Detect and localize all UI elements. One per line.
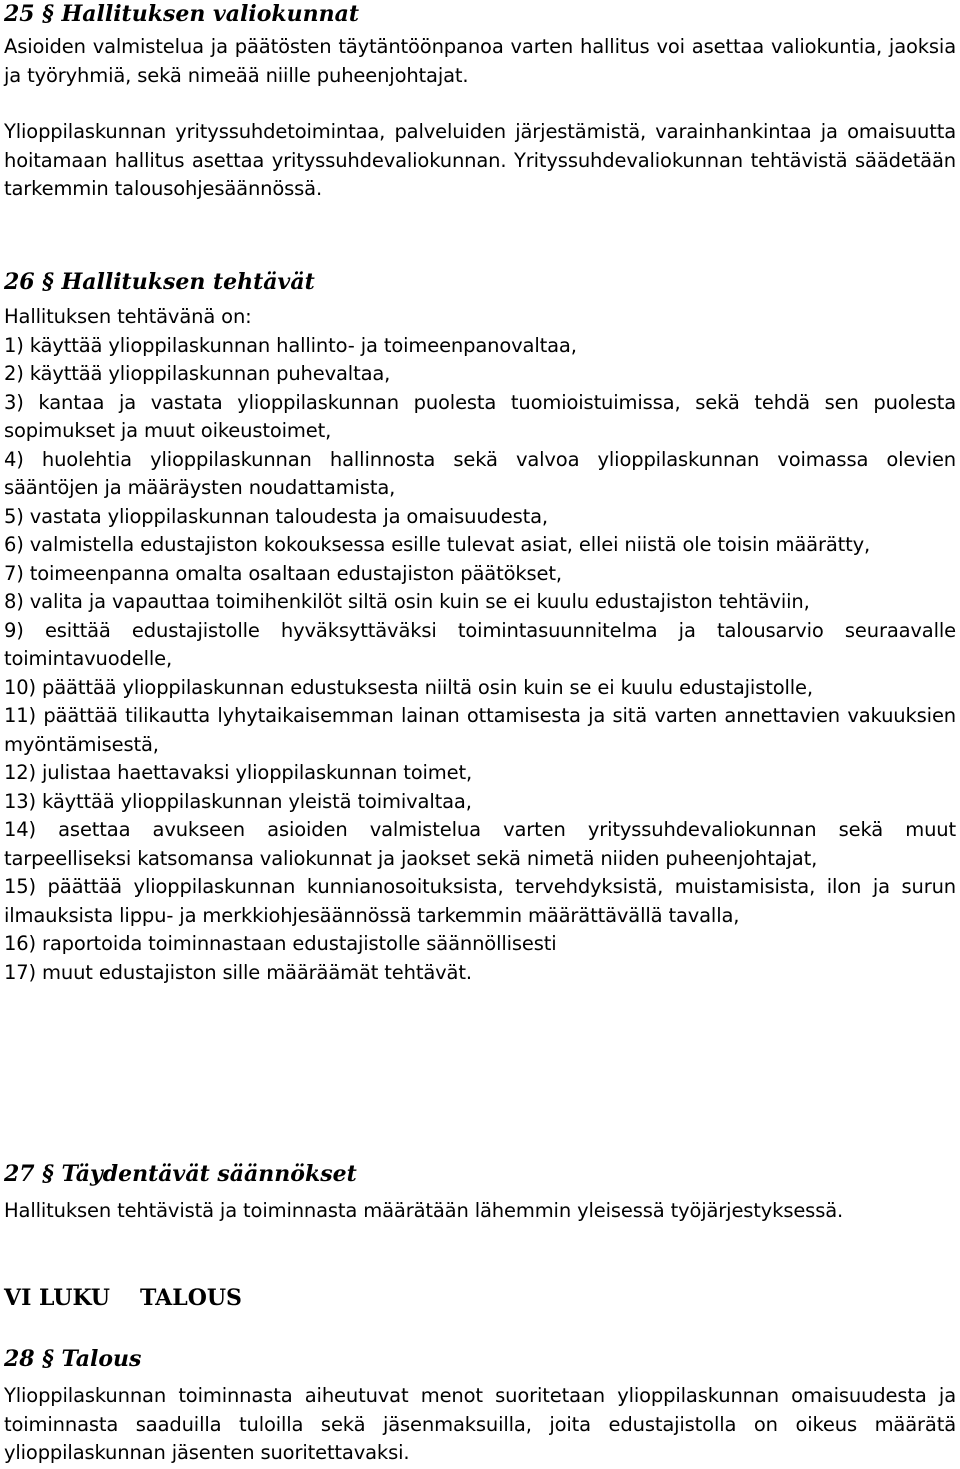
paragraph: Hallituksen tehtävistä ja toiminnasta määrätään lähemmin yleisessä työjärjestyksessä. bbox=[4, 1199, 844, 1222]
chapter-number: VI LUKU bbox=[4, 1285, 110, 1311]
section-heading: 28 § Talous bbox=[4, 1346, 142, 1372]
list-item: 12) julistaa haettavaksi ylioppilaskunnan toimet, bbox=[4, 761, 473, 784]
list-item: 14) asettaa avukseen asioiden valmistelua varten yrityssuhdevaliokunnan sekä muut tarpeelliseksi katsomansa valiokunnat ja jaokset sekä nimetä niiden puheenjohtajat, bbox=[4, 818, 956, 870]
list-item: 2) käyttää ylioppilaskunnan puhevaltaa, bbox=[4, 362, 391, 385]
list-item: 13) käyttää ylioppilaskunnan yleistä toimivaltaa, bbox=[4, 789, 472, 813]
list-intro: Hallituksen tehtävänä on: bbox=[4, 305, 252, 328]
section-heading: 25 § Hallituksen valiokunnat bbox=[4, 1, 360, 27]
section-heading: 27 § Täydentävät säännökset bbox=[4, 1161, 357, 1187]
section-27 bbox=[4, 1160, 956, 1226]
chapter-heading bbox=[4, 1284, 242, 1312]
list-item: 15) päättää ylioppilaskunnan kunnianosoituksista, tervehdyksistä, muistamisista, ilon ja surun ilmauksista lippu- ja merkkiohjesäännössä tarkemmin määrättävällä tavalla, bbox=[4, 875, 956, 927]
list-item: 1) käyttää ylioppilaskunnan hallinto- ja toimeenpanovaltaa, bbox=[4, 333, 577, 357]
paragraph: Ylioppilaskunnan yrityssuhdetoimintaa, palveluiden järjestämistä, varainhankintaa ja omaisuutta hoitamaan hallitus asettaa yrityssuhdevaliokunnan. Yrityssuhdevaliokunnan tehtävistä säädetään tarkemmin talousohjesäännössä. bbox=[4, 120, 956, 200]
list-item: 16) raportoida toiminnastaan edustajistolle säännöllisesti bbox=[4, 932, 557, 955]
task-list bbox=[4, 332, 956, 988]
list-item: 6) valmistella edustajiston kokouksessa esille tulevat asiat, ellei niistä ole toisin määrätty, bbox=[4, 533, 871, 556]
list-item: 11) päättää tilikautta lyhytaikaisemman lainan ottamisesta ja sitä varten annettavien vakuuksien myöntämisestä, bbox=[4, 704, 956, 756]
list-item: 4) huolehtia ylioppilaskunnan hallinnosta sekä valvoa ylioppilaskunnan voimassa olevien sääntöjen ja määräysten noudattamista, bbox=[4, 447, 956, 499]
list-item: 8) valita ja vapauttaa toimihenkilöt siltä osin kuin se ei kuulu edustajiston tehtäviin, bbox=[4, 590, 810, 613]
list-item: 17) muut edustajiston sille määräämät tehtävät. bbox=[4, 960, 472, 984]
section-28 bbox=[4, 1345, 956, 1468]
list-item: 3) kantaa ja vastata ylioppilaskunnan puolesta tuomioistuimissa, sekä tehdä sen puolesta sopimukset ja muut oikeustoimet, bbox=[4, 390, 956, 442]
list-item: 10) päättää ylioppilaskunnan edustuksesta niiltä osin kuin se ei kuulu edustajistolle, bbox=[4, 675, 813, 699]
list-item: 5) vastata ylioppilaskunnan taloudesta ja omaisuudesta, bbox=[4, 504, 548, 528]
list-item: 7) toimeenpanna omalta osaltaan edustajiston päätökset, bbox=[4, 561, 562, 585]
section-26 bbox=[4, 268, 956, 987]
list-item: 9) esittää edustajistolle hyväksyttäväksi toimintasuunnitelma ja talousarvio seuraavalle toimintavuodelle, bbox=[4, 618, 956, 670]
section-heading: 26 § Hallituksen tehtävät bbox=[4, 269, 315, 295]
section-25 bbox=[4, 0, 956, 204]
paragraph: Ylioppilaskunnan toiminnasta aiheutuvat menot suoritetaan ylioppilaskunnan omaisuudesta ja toiminnasta saaduilla tuloilla sekä jäsenmaksuilla, joita edustajistolla on oikeus määrätä ylioppilaskunnan jäsenten suoritettavaksi. bbox=[4, 1384, 956, 1464]
paragraph: Asioiden valmistelua ja päätösten täytäntöönpanoa varten hallitus voi asettaa valiokuntia, jaoksia ja työryhmiä, sekä nimeää niille puheenjohtajat. bbox=[4, 35, 956, 87]
chapter-title: TALOUS bbox=[140, 1285, 242, 1311]
